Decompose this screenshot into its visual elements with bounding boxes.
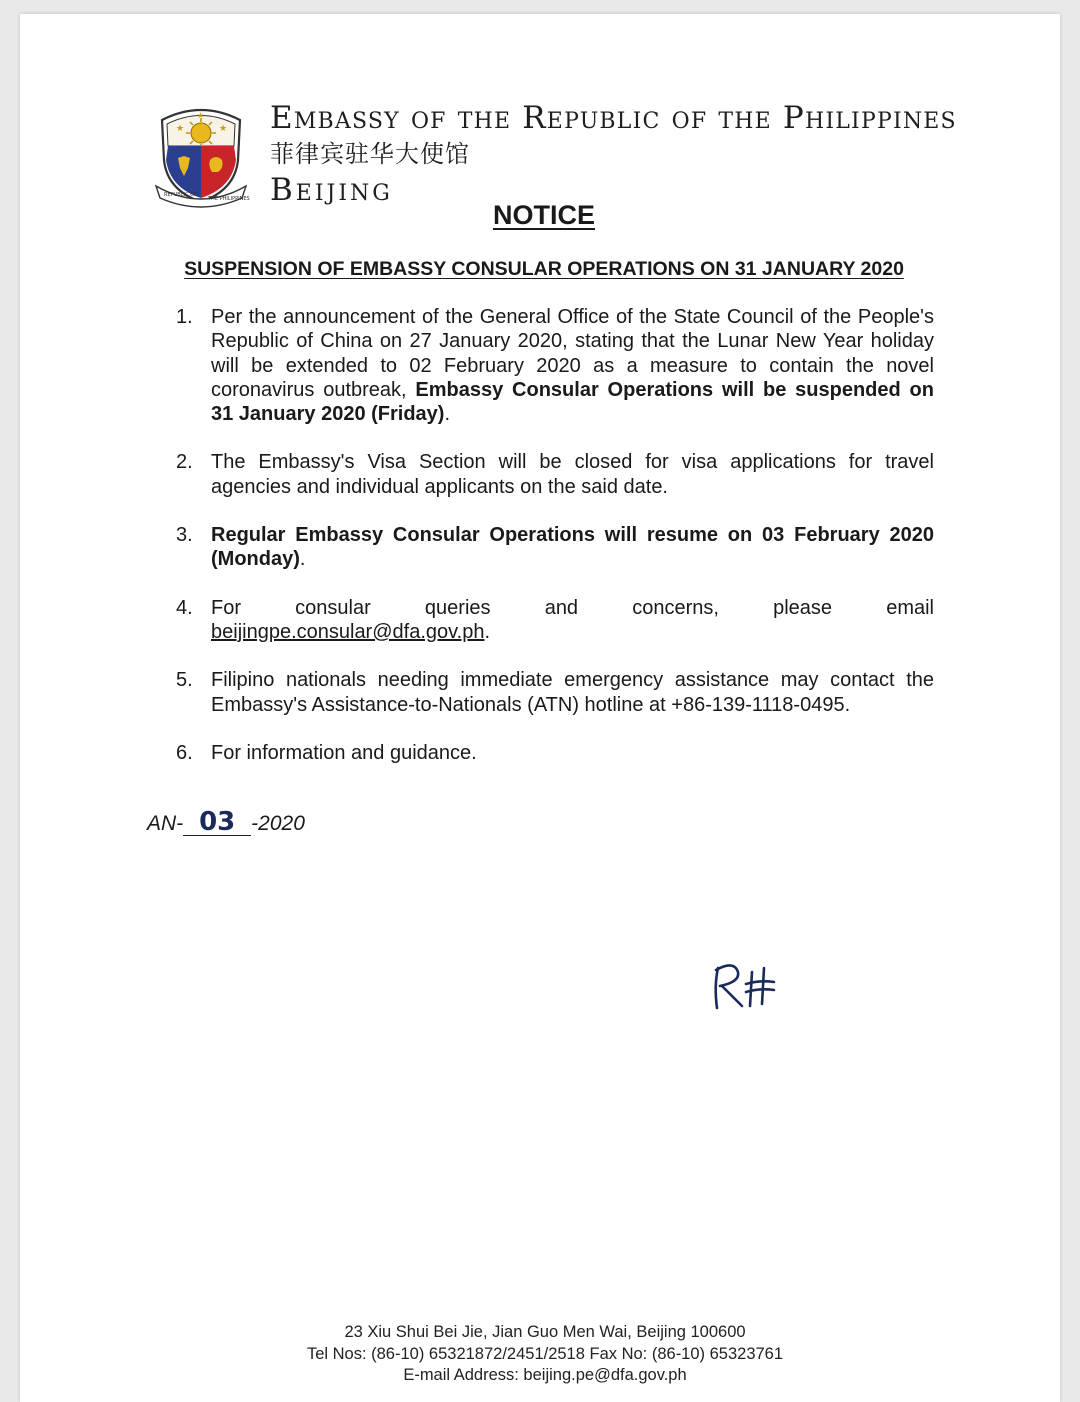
item-bold-text: Regular Embassy Consular Operations will resume on 03 February 2020 (Monday) xyxy=(211,524,934,571)
item-text: Per the announcement of the General Office of the State Council of the People's Republic of China on 27 January 2020, stating that the Lunar New Year holiday will be extended to 02 February 2020 as a measure to contain the novel coronavirus outbreak, Embassy Consular Operations will be suspended on 31 January 2020 (Friday). xyxy=(211,306,934,426)
notice-items xyxy=(176,305,934,789)
reference-handwritten-number: 03 xyxy=(183,810,251,836)
item-text: Filipino nationals needing immediate emergency assistance may contact the Embassy's Assistance-to-Nationals (ATN) hotline at +86-139-1118-0495. xyxy=(211,669,934,716)
item-text: For information and guidance. xyxy=(211,741,477,764)
item-number: 6. xyxy=(176,741,193,764)
footer-email: E-mail Address: beijing.pe@dfa.gov.ph xyxy=(403,1366,687,1384)
notice-item-1 xyxy=(176,305,934,426)
handwritten-initials-signature xyxy=(708,956,782,1012)
philippine-seal-icon xyxy=(150,98,252,210)
letterhead-title-en: Embassy of the Republic of the Philippines xyxy=(270,100,957,136)
letterhead-title-zh: 菲律宾驻华大使馆 xyxy=(270,140,470,168)
item-text: For consular queries and concerns, please email beijingpe.consular@dfa.gov.ph. xyxy=(211,596,934,643)
footer-phone: Tel Nos: (86-10) 65321872/2451/2518 Fax No: (86-10) 65323761 xyxy=(306,1344,784,1363)
notice-subject: SUSPENSION OF EMBASSY CONSULAR OPERATIONS ON 31 JANUARY 2020 xyxy=(184,258,904,280)
svg-text:★: ★ xyxy=(197,111,205,120)
notice-item-2 xyxy=(176,450,934,499)
notice-item-4 xyxy=(176,596,934,645)
item-number: 2. xyxy=(176,451,193,474)
item-number: 5. xyxy=(176,669,193,692)
item-text: Regular Embassy Consular Operations will resume on 03 February 2020 (Monday). xyxy=(211,524,934,571)
seal-ribbon-right: THE PHILIPPINES xyxy=(208,196,250,202)
item-bold-text: Embassy Consular Operations will be suspended on 31 January 2020 (Friday) xyxy=(211,378,934,426)
svg-text:★: ★ xyxy=(219,124,228,134)
reference-number xyxy=(147,807,305,837)
reference-suffix: -2020 xyxy=(251,812,305,835)
svg-text:★: ★ xyxy=(176,124,185,134)
notice-item-3 xyxy=(176,523,934,572)
reference-prefix: AN- xyxy=(147,812,184,835)
notice-title: NOTICE xyxy=(492,200,595,230)
letterhead xyxy=(270,100,957,208)
consular-email-link[interactable]: beijingpe.consular@dfa.gov.ph xyxy=(211,620,485,643)
letterhead-city: Beijing xyxy=(270,172,393,208)
item-number: 4. xyxy=(176,596,193,619)
seal-ribbon-left: REPUBLIC OF xyxy=(164,192,197,198)
item-number: 3. xyxy=(176,524,193,547)
item-number: 1. xyxy=(176,306,193,328)
footer xyxy=(20,1322,1070,1387)
document-page xyxy=(20,14,1060,1402)
notice-item-6 xyxy=(176,741,934,765)
footer-address: 23 Xiu Shui Bei Jie, Jian Guo Men Wai, Beijing 100600 xyxy=(344,1323,746,1341)
item-text: The Embassy's Visa Section will be closed for visa applications for travel agencies and individual applicants on the said date. xyxy=(211,451,934,498)
notice-item-5 xyxy=(176,668,934,717)
